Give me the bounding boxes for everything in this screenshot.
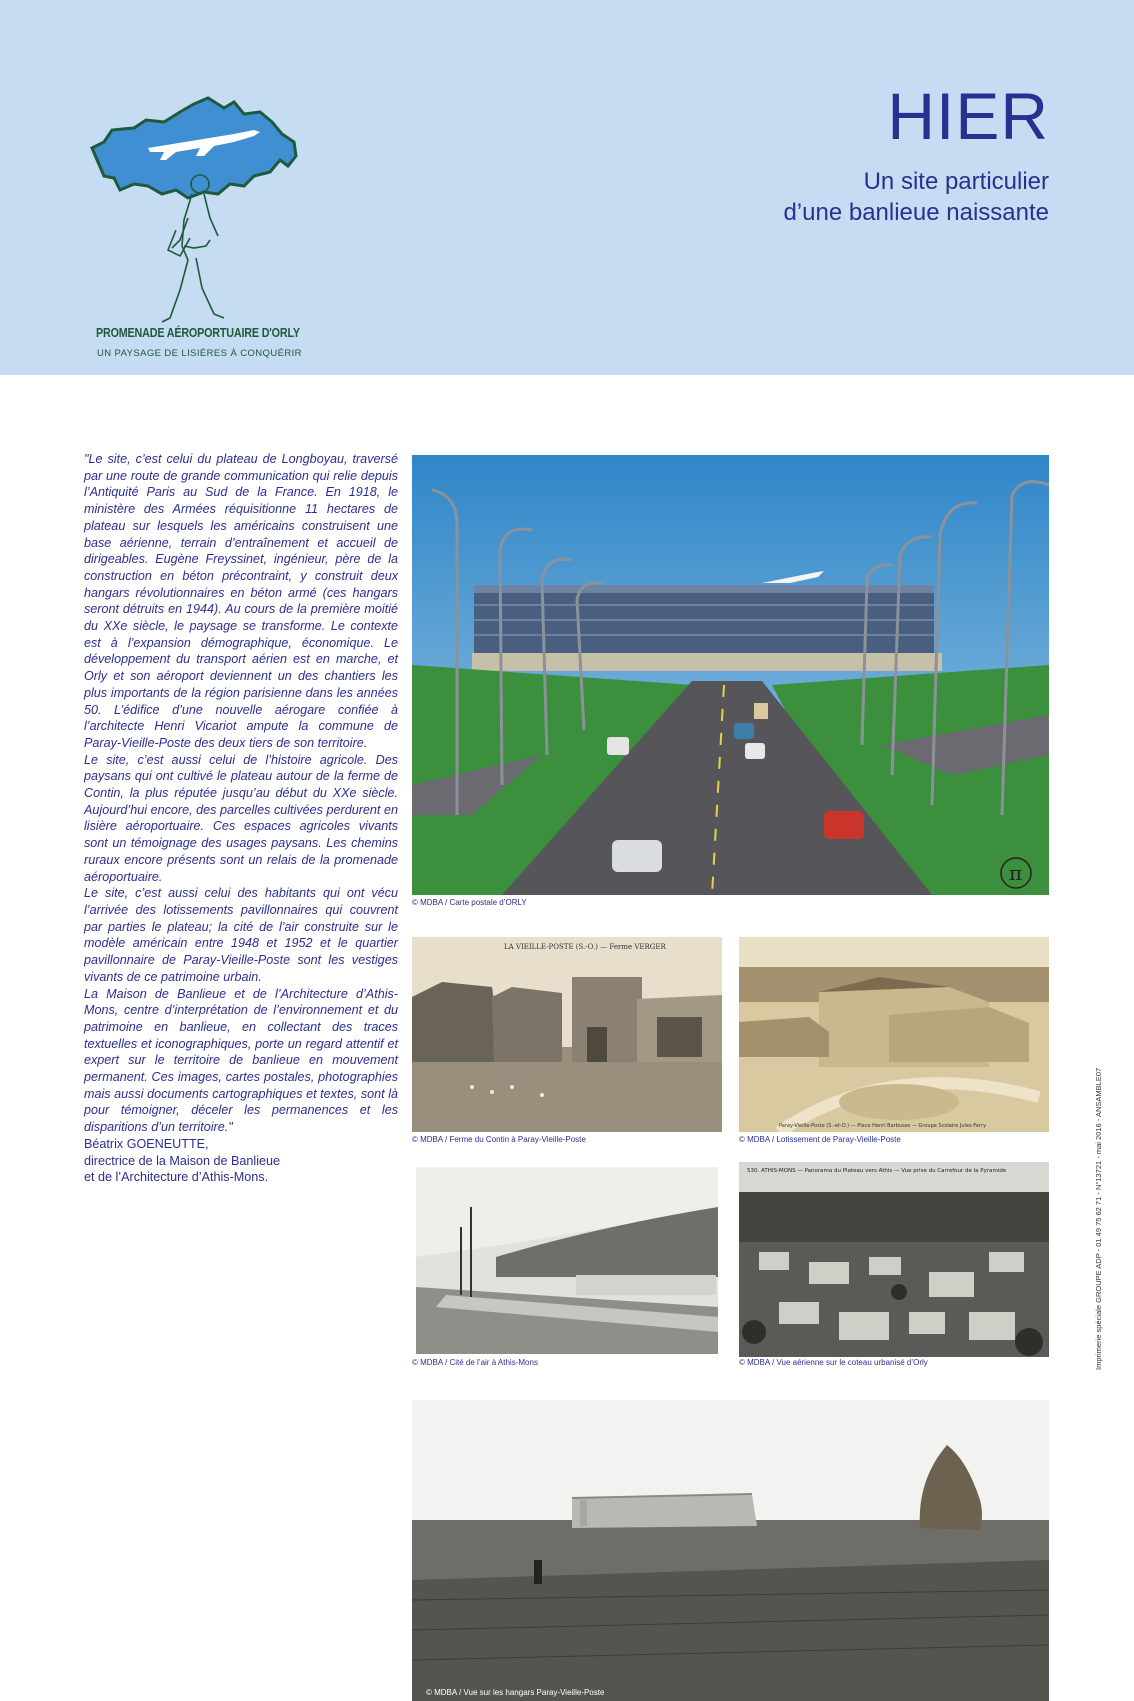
postcard-title-vue: 530. ATHIS-MONS — Panorama du Plateau vers Athis — Vue prise du Carrefour de la Pyramide	[747, 1168, 1007, 1174]
pi-badge: π	[1009, 861, 1023, 885]
postcard-title-lotissement: Paray-Vieille-Poste (S.-et-O.) — Place Henri Barbusse — Groupe Scolaire Jules-Ferry	[779, 1123, 987, 1129]
paragraph: "Le site, c’est celui du plateau de Longboyau, traversé par une route de grande communication qui relie depuis l’Antiquité Paris au Sud de la France. En 1918, le ministère des Armées réquisitionne 11 hectares de plateau sur lesquels les américains construisent une base aérienne, terrain d’entraînement et accueil de dirigeables. Eugène Freyssinet, ingénieur, père de la construction en béton précontraint, y construit deux hangars révolutionnaires en béton armé (ces hangars seront détruits en 1944). Au cours de la première moitié du XXe siècle, le paysage se transforme. Le contexte est à l’expansion démographique, économique. Le développement du transport aérien est en marche, et Orly et son aéroport deviennent un des chantiers les plus importants de la région parisienne dans les années 50. L’édifice d’une nouvelle aérogare confiée à l’architecte Henri Vicariot ampute la commune de Paray-Vieille-Poste des deux tiers de son territoire.	[84, 452, 398, 750]
page-subtitle	[783, 166, 1049, 228]
caption-lotissement: © MDBA / Lotissement de Paray-Vieille-Poste	[739, 1135, 901, 1144]
paragraph: Le site, c’est aussi celui des habitants qui ont vécu l’arrivée des lotissements pavillonnaires qui couvrent par parties le plateau; la cité de l’air construite sur le modèle américain entre 1948 et 1952 et le quartier pavillonnaire de Paray-Vieille-Poste sont les vestiges vivants de ce patrimoine urbain.	[84, 886, 398, 984]
subtitle-line-1: Un site particulier	[863, 168, 1049, 195]
caption-ferme: © MDBA / Ferme du Contin à Paray-Vieille-Poste	[412, 1135, 586, 1144]
logo-map-walker-icon	[84, 90, 314, 330]
logo-subtitle: UN PAYSAGE DE LISIÈRES À CONQUÉRIR	[97, 348, 302, 359]
photo-orly-postcard	[412, 455, 1049, 895]
postcard-title-ferme: LA VIEILLE-POSTE (S.-O.) — Ferme VERGER	[504, 943, 666, 951]
caption-vue: © MDBA / Vue aérienne sur le coteau urbanisé d’Orly	[739, 1358, 928, 1367]
imprint-text: Imprimerie spéciale GROUPE ADP - 01 49 75 62 71 - N°13721 - mai 2016 - ANSAMBLE07	[1094, 1067, 1103, 1370]
photo-vue-aerienne	[739, 1162, 1049, 1357]
photo-cite-air	[416, 1167, 718, 1354]
paragraph: Le site, c’est aussi celui de l’histoire agricole. Des paysans qui ont cultivé le plateau autour de la ferme de Contin, la plus réputée jusqu’au début du XXe siècle. Aujourd’hui encore, des parcelles cultivées perdurent en lisière aéroportuaire. Ces espaces agricoles vivants sont un témoignage des usages paysans. Les chemins ruraux encore présents sont un relais de la promenade aéroportuaire.	[84, 752, 398, 884]
logo-title: PROMENADE AÉROPORTUAIRE D'ORLY	[96, 326, 300, 340]
promenade-logo	[84, 90, 314, 360]
header-banner	[0, 0, 1134, 375]
author-name: Béatrix GOENEUTTE,	[84, 1136, 209, 1151]
author-org: et de l’Architecture d’Athis-Mons.	[84, 1170, 269, 1185]
caption-orly: © MDBA / Carte postale d’ORLY	[412, 898, 527, 907]
photo-ferme-contin	[412, 937, 722, 1132]
photo-hangars	[412, 1400, 1049, 1701]
photo-lotissement	[739, 937, 1049, 1132]
caption-hangars: © MDBA / Vue sur les hangars Paray-Vieille-Poste	[426, 1688, 605, 1697]
author-role: directrice de la Maison de Banlieue	[84, 1153, 281, 1168]
paragraph: La Maison de Banlieue et de l’Architecture d’Athis-Mons, centre d’interprétation de l’environnement et du patrimoine en banlieue, en collectant des traces textuelles et iconographiques, porte un regard attentif et expert sur le territoire de banlieue en mouvement permanent. Ces images, cartes postales, photographies mais aussi documents cartographiques et textes, sont là pour témoigner, déceler les permanences et les disparitions d’un territoire."	[84, 986, 398, 1135]
caption-cite: © MDBA / Cité de l’air à Athis-Mons	[412, 1358, 538, 1367]
body-text	[84, 451, 398, 1186]
page-title: HIER	[887, 79, 1049, 153]
subtitle-line-2: d’une banlieue naissante	[783, 199, 1049, 226]
